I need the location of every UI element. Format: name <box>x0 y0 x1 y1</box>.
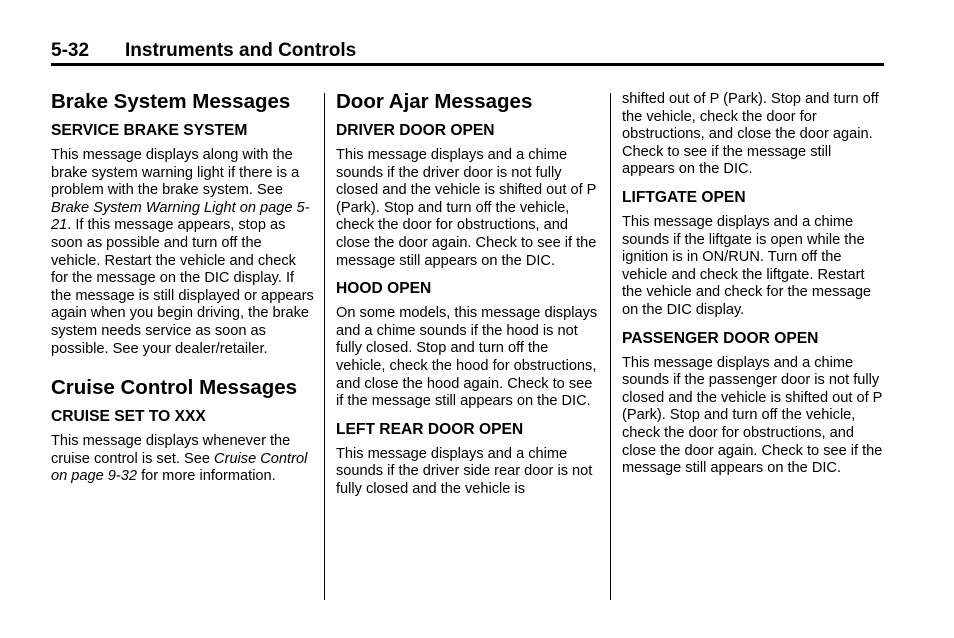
cruise-set-text-part2: for more information. <box>137 468 276 485</box>
liftgate-open-text: This message displays and a chime sounds if the liftgate is open while the ignition is in ON/RUN. Turn off the vehicle and check the liftgate. Restart the vehicle and check for the message on the DIC display. <box>622 213 872 318</box>
service-brake-text-part2: . If this message appears, stop as soon as possible and turn off the vehicle. Restart the vehicle and check for the message on the DIC display. If the message is still displayed or appears again when you begin driving, the brake system needs service as soon as possible. See your dealer/retailer. <box>51 217 314 357</box>
cruise-set-subheading: CRUISE SET TO XXX <box>51 408 206 426</box>
cruise-set-text <box>51 433 315 486</box>
section-title: Instruments and Controls <box>125 40 357 61</box>
service-brake-text-part1: This message displays along with the brake system warning light if there is a problem with the brake system. See <box>51 147 300 199</box>
column-divider-right <box>610 93 611 600</box>
column-left <box>51 90 315 486</box>
column-right <box>622 90 886 478</box>
column-divider-left <box>324 93 325 600</box>
service-brake-subheading: SERVICE BRAKE SYSTEM <box>51 122 248 139</box>
header-rule <box>51 63 884 66</box>
page-number: 5-32 <box>51 40 90 61</box>
driver-door-subheading: DRIVER DOOR OPEN <box>336 122 495 139</box>
cruise-set-text-part1: This message displays whenever the cruise control is set. See <box>51 433 291 467</box>
column-middle <box>336 90 600 499</box>
liftgate-open-subheading: LIFTGATE OPEN <box>622 188 746 206</box>
hood-open-subheading: HOOD OPEN <box>336 280 432 298</box>
door-ajar-heading: Door Ajar Messages <box>336 90 533 113</box>
left-rear-door-subheading: LEFT REAR DOOR OPEN <box>336 420 524 438</box>
page-header <box>51 38 884 64</box>
passenger-door-text: This message displays and a chime sounds if the passenger door is not fully closed and the vehicle is shifted out of P (Park). Stop and turn off the vehicle, check the door for obstructions, and close the door again. Check to see if the message still appears on the DIC. <box>622 354 883 477</box>
service-brake-text <box>51 147 315 358</box>
brake-warning-light-reference: Brake System Warning Light on page 5-21 <box>51 199 310 234</box>
cruise-control-heading: Cruise Control Messages <box>51 376 298 400</box>
passenger-door-subheading: PASSENGER DOOR OPEN <box>622 329 819 347</box>
left-rear-door-text: This message displays and a chime sounds if the driver side rear door is not fully closed and the vehicle is <box>336 445 593 497</box>
brake-system-heading: Brake System Messages <box>51 90 291 113</box>
left-rear-door-text-continued: shifted out of P (Park). Stop and turn off the vehicle, check the door for obstructions, and close the door again. Check to see if the message still appears on the DIC. <box>622 91 879 178</box>
cruise-control-reference: Cruise Control on page 9-32 <box>51 450 308 485</box>
hood-open-text: On some models, this message displays and a chime sounds if the hood is not fully closed. Stop and turn off the vehicle, check the hood for obstructions, and close the hood again. Check to see if the message still appears on the DIC. <box>336 305 598 410</box>
driver-door-text: This message displays and a chime sounds if the driver door is not fully closed and the vehicle is shifted out of P (Park). Stop and turn off the vehicle, check the door for obstructions, and close the door again. Check to see if the message still appears on the DIC. <box>336 147 597 269</box>
